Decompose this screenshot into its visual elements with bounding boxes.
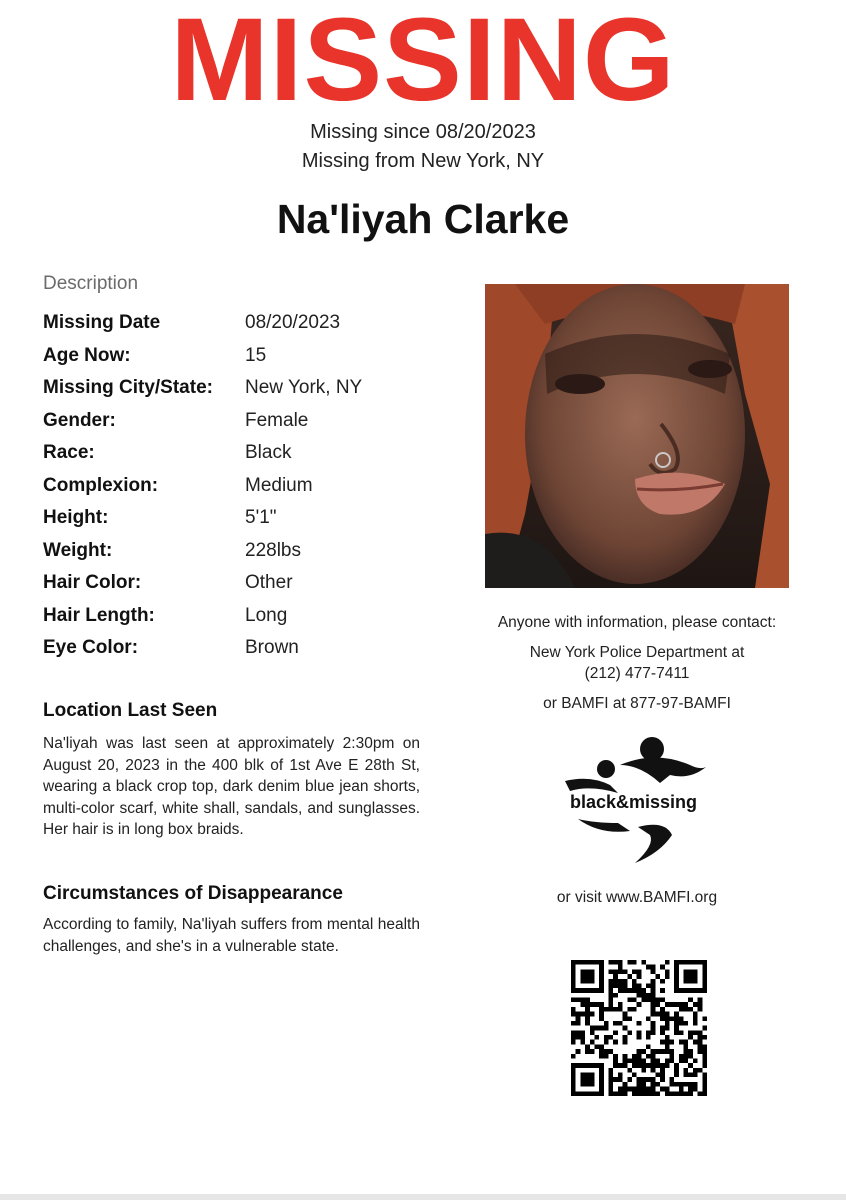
- field-value: Black: [245, 442, 292, 463]
- field-row: [43, 605, 443, 633]
- field-value: Medium: [245, 474, 313, 496]
- field-value: Brown: [245, 637, 299, 658]
- field-value: Other: [245, 572, 293, 593]
- person-photo: [485, 284, 789, 588]
- field-row: [43, 410, 443, 438]
- contact-bamfi: or BAMFI at 877-97-BAMFI: [543, 695, 731, 712]
- field-label: Age Now:: [43, 344, 131, 366]
- circumstances-text: According to family, Na'liyah suffers from mental health challenges, and she's in a vulnerable state.: [43, 916, 420, 955]
- circumstances-title: Circumstances of Disappearance: [43, 883, 343, 904]
- field-value: New York, NY: [245, 377, 363, 398]
- field-label: Hair Length:: [43, 604, 155, 626]
- qr-code-icon[interactable]: [571, 960, 707, 1096]
- field-row: [43, 345, 443, 373]
- field-row: [43, 540, 443, 568]
- field-label: Missing City/State:: [43, 377, 213, 398]
- field-label: Race:: [43, 442, 95, 463]
- field-label: Weight:: [43, 539, 113, 561]
- logo-graphic: [560, 735, 706, 865]
- field-row: [43, 572, 443, 600]
- field-value: Female: [245, 409, 309, 431]
- missing-from-text: Missing from New York, NY: [301, 150, 545, 172]
- field-value: 08/20/2023: [245, 312, 341, 333]
- field-label: Complexion:: [43, 474, 159, 496]
- location-text: Na'liyah was last seen at approximately 2:30pm on August 20, 2023 in the 400 blk of 1st Ave E 28th St, wearing a black crop top, dark denim blue jean shorts, multi-color scarf, white shall, sandals, and sunglasses. Her hair is in long box braids.: [43, 735, 420, 838]
- contact-visit: or visit www.BAMFI.org: [556, 889, 718, 906]
- location-title: Location Last Seen: [43, 700, 218, 721]
- black-and-missing-logo-icon: [560, 735, 706, 865]
- field-row: [43, 442, 443, 470]
- field-row: [43, 312, 443, 340]
- field-label: Height:: [43, 507, 109, 528]
- field-row: [43, 475, 443, 503]
- field-value: Long: [245, 604, 288, 626]
- field-row: [43, 377, 443, 405]
- logo-text: black&missing: [570, 792, 698, 812]
- missing-headline: MISSING: [170, 0, 676, 126]
- bottom-divider: [0, 1194, 846, 1200]
- field-label: Eye Color:: [43, 637, 139, 658]
- field-value: 5'1": [245, 507, 277, 528]
- missing-since-text: Missing since 08/20/2023: [310, 121, 536, 143]
- field-label: Missing Date: [43, 312, 161, 333]
- contact-prompt: Anyone with information, please contact:: [497, 614, 777, 631]
- field-value: 228lbs: [245, 539, 301, 561]
- field-label: Gender:: [43, 409, 116, 431]
- field-label: Hair Color:: [43, 572, 142, 593]
- portrait-illustration: [485, 284, 789, 588]
- field-row: [43, 507, 443, 535]
- contact-agency: New York Police Department at: [529, 644, 745, 661]
- field-value: 15: [245, 344, 267, 366]
- description-heading: Description: [43, 273, 139, 294]
- person-name: Na'liyah Clarke: [276, 196, 570, 242]
- contact-agency-phone: (212) 477-7411: [584, 665, 690, 682]
- field-row: [43, 637, 443, 665]
